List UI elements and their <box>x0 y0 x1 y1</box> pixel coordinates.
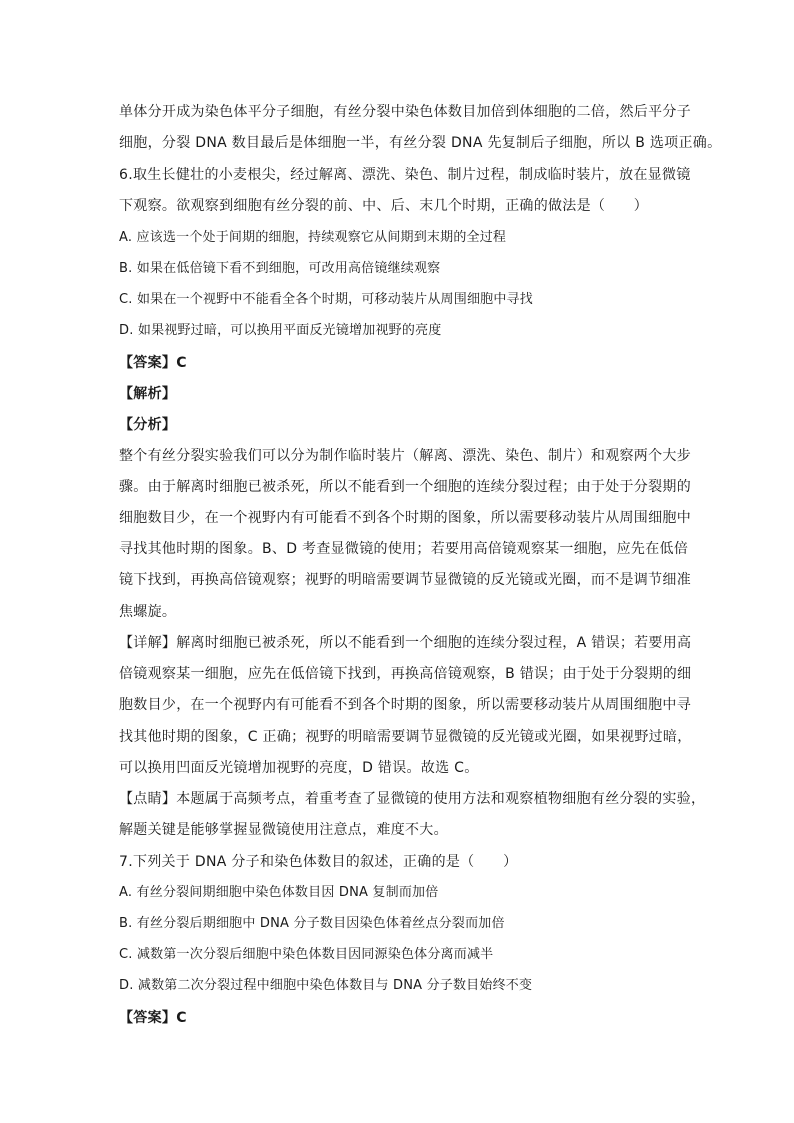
analysis-text: 焦螺旋。 <box>119 604 177 620</box>
question-6-option-c: C. 如果在一个视野中不能看全各个时期，可移动装片从周围细胞中寻找 <box>119 292 533 307</box>
analysis-text: 整个有丝分裂实验我们可以分为制作临时装片（解离、漂洗、染色、制片）和观察两个大步 <box>119 448 691 464</box>
detail-text: 胞数目少，在一个视野内有可能看不到各个时期的图象，所以需要移动装片从周围细胞中寻 <box>119 697 691 713</box>
question-7-option-d: D. 减数第二次分裂过程中细胞中染色体数目与 DNA 分子数目始终不变 <box>119 978 533 993</box>
question-6-option-b: B. 如果在低倍镜下看不到细胞，可改用高倍镜继续观察 <box>119 261 441 276</box>
detail-text: 【详解】解离时细胞已被杀死，所以不能看到一个细胞的连续分裂过程，A 错误；若要用高 <box>119 635 692 651</box>
text-line: 细胞，分裂 DNA 数目最后是体细胞一半，有丝分裂 DNA 先复制后子细胞，所以 B 选项正确。 <box>119 135 722 151</box>
comment-text: 解题关键是能够掌握显微镜使用注意点，难度不大。 <box>119 822 448 838</box>
text-line: 单体分开成为染色体平分子细胞，有丝分裂中染色体数目加倍到体细胞的二倍，然后平分子 <box>119 104 691 120</box>
analysis-subheading: 【分析】 <box>119 417 177 433</box>
comment-text: 【点睛】本题属于高频考点，着重考查了显微镜的使用方法和观察植物细胞有丝分裂的实验， <box>119 791 706 807</box>
question-6-option-d: D. 如果视野过暗，可以换用平面反光镜增加视野的亮度 <box>119 323 442 338</box>
analysis-text: 镜下找到，再换高倍镜观察；视野的明暗需要调节显微镜的反光镜或光圈，而不是调节细准 <box>119 572 691 588</box>
analysis-label: 【解析】 <box>119 386 177 402</box>
analysis-text: 骤。由于解离时细胞已被杀死，所以不能看到一个细胞的连续分裂过程；由于处于分裂期的 <box>119 479 691 495</box>
question-7-option-c: C. 减数第一次分裂后细胞中染色体数目因同源染色体分离而减半 <box>119 947 494 962</box>
answer-label: 【答案】C <box>119 1010 187 1026</box>
detail-text: 可以换用凹面反光镜增加视野的亮度，D 错误。故选 C。 <box>119 760 479 776</box>
detail-text: 找其他时期的图象，C 正确；视野的明暗需要调节显微镜的反光镜或光圈，如果视野过暗， <box>119 729 692 745</box>
answer-label: 【答案】C <box>119 355 187 371</box>
question-6-stem: 6.取生长健壮的小麦根尖，经过解离、漂洗、染色、制片过程，制成临时装片，放在显微镜 <box>119 167 691 183</box>
analysis-text: 细胞数目少，在一个视野内有可能看不到各个时期的图象，所以需要移动装片从周围细胞中 <box>119 510 691 526</box>
question-6-option-a: A. 应该选一个处于间期的细胞，持续观察它从间期到末期的全过程 <box>119 230 507 245</box>
analysis-text: 寻找其他时期的图象。B、D 考查显微镜的使用；若要用高倍镜观察某一细胞，应先在低倍 <box>119 541 689 557</box>
question-6-stem: 下观察。欲观察到细胞有丝分裂的前、中、后、末几个时期，正确的做法是（ ） <box>119 198 649 214</box>
question-7-option-b: B. 有丝分裂后期细胞中 DNA 分子数目因染色体着丝点分裂而加倍 <box>119 916 505 931</box>
question-7-stem: 7.下列关于 DNA 分子和染色体数目的叙述，正确的是（ ） <box>119 854 518 870</box>
question-7-option-a: A. 有丝分裂间期细胞中染色体数目因 DNA 复制而加倍 <box>119 885 439 900</box>
detail-text: 倍镜观察某一细胞，应先在低倍镜下找到，再换高倍镜观察，B 错误；由于处于分裂期的细 <box>119 666 692 682</box>
